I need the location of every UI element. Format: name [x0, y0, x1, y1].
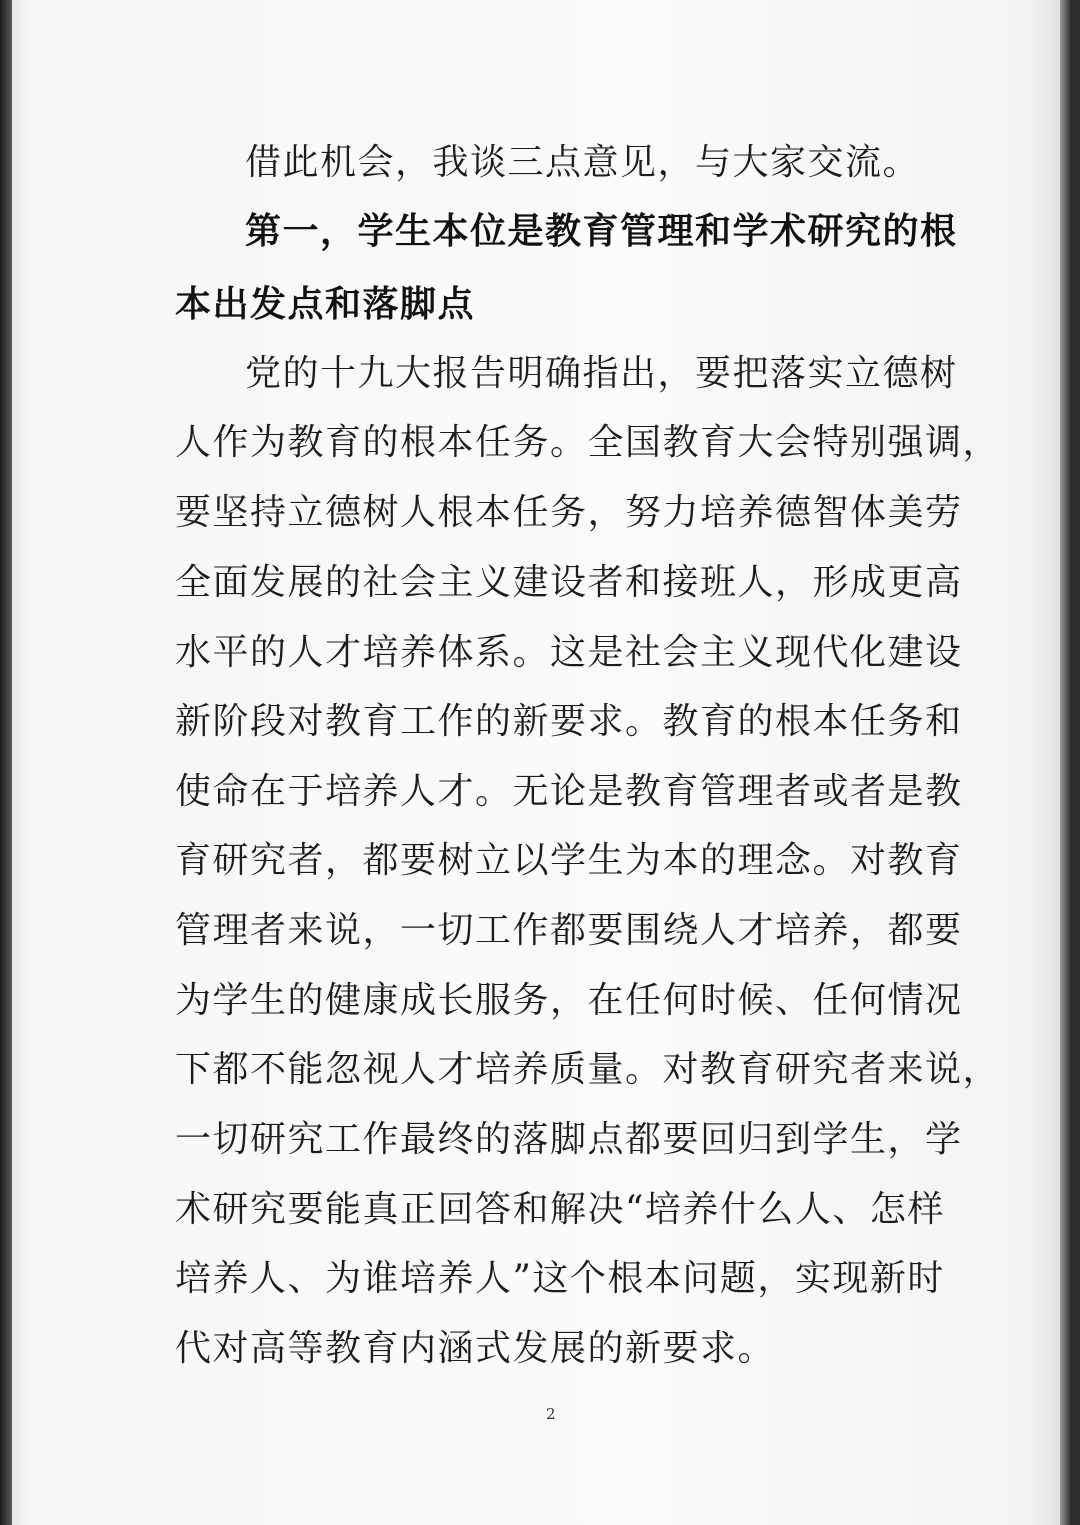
- document-page: [12, 0, 1070, 1525]
- section-heading-line-2: 本出发点和落脚点: [175, 284, 476, 325]
- paragraph-line: 育研究者，都要树立以学生为本的理念。对教育: [175, 840, 963, 881]
- section-heading-line-1: 第一，学生本位是教育管理和学术研究的根: [245, 211, 958, 252]
- scan-right-edge: [1060, 0, 1070, 1525]
- paragraph-line: 代对高等教育内涵式发展的新要求。: [175, 1328, 776, 1369]
- paragraph-line: 使命在于培养人才。无论是教育管理者或者是教: [175, 771, 963, 812]
- paragraph-line: 要坚持立德树人根本任务，努力培养德智体美劳: [175, 492, 963, 533]
- paragraph-line: 为学生的健康成长服务，在任何时候、任何情况: [175, 980, 963, 1021]
- paragraph-line: 下都不能忽视人才培养质量。对教育研究者来说，: [175, 1049, 1001, 1090]
- paragraph-line: 一切研究工作最终的落脚点都要回归到学生，学: [175, 1119, 963, 1160]
- page-number: 2: [546, 1405, 556, 1423]
- paragraph-line: 管理者来说，一切工作都要围绕人才培养，都要: [175, 910, 963, 951]
- scan-left-edge: [0, 0, 12, 1525]
- paragraph-line: 术研究要能真正回答和解决“培养什么人、怎样: [175, 1189, 945, 1230]
- paragraph-line: 培养人、为谁培养人”这个根本问题，实现新时: [175, 1258, 945, 1299]
- paragraph-line: 新阶段对教育工作的新要求。教育的根本任务和: [175, 701, 963, 742]
- paragraph-line: 党的十九大报告明确指出，要把落实立德树: [245, 353, 958, 394]
- paragraph-line: 水平的人才培养体系。这是社会主义现代化建设: [175, 632, 963, 673]
- paragraph-line: 全面发展的社会主义建设者和接班人，形成更高: [175, 562, 963, 603]
- opening-sentence: 借此机会，我谈三点意见，与大家交流。: [245, 142, 921, 183]
- paragraph-line: 人作为教育的根本任务。全国教育大会特别强调，: [175, 422, 1001, 463]
